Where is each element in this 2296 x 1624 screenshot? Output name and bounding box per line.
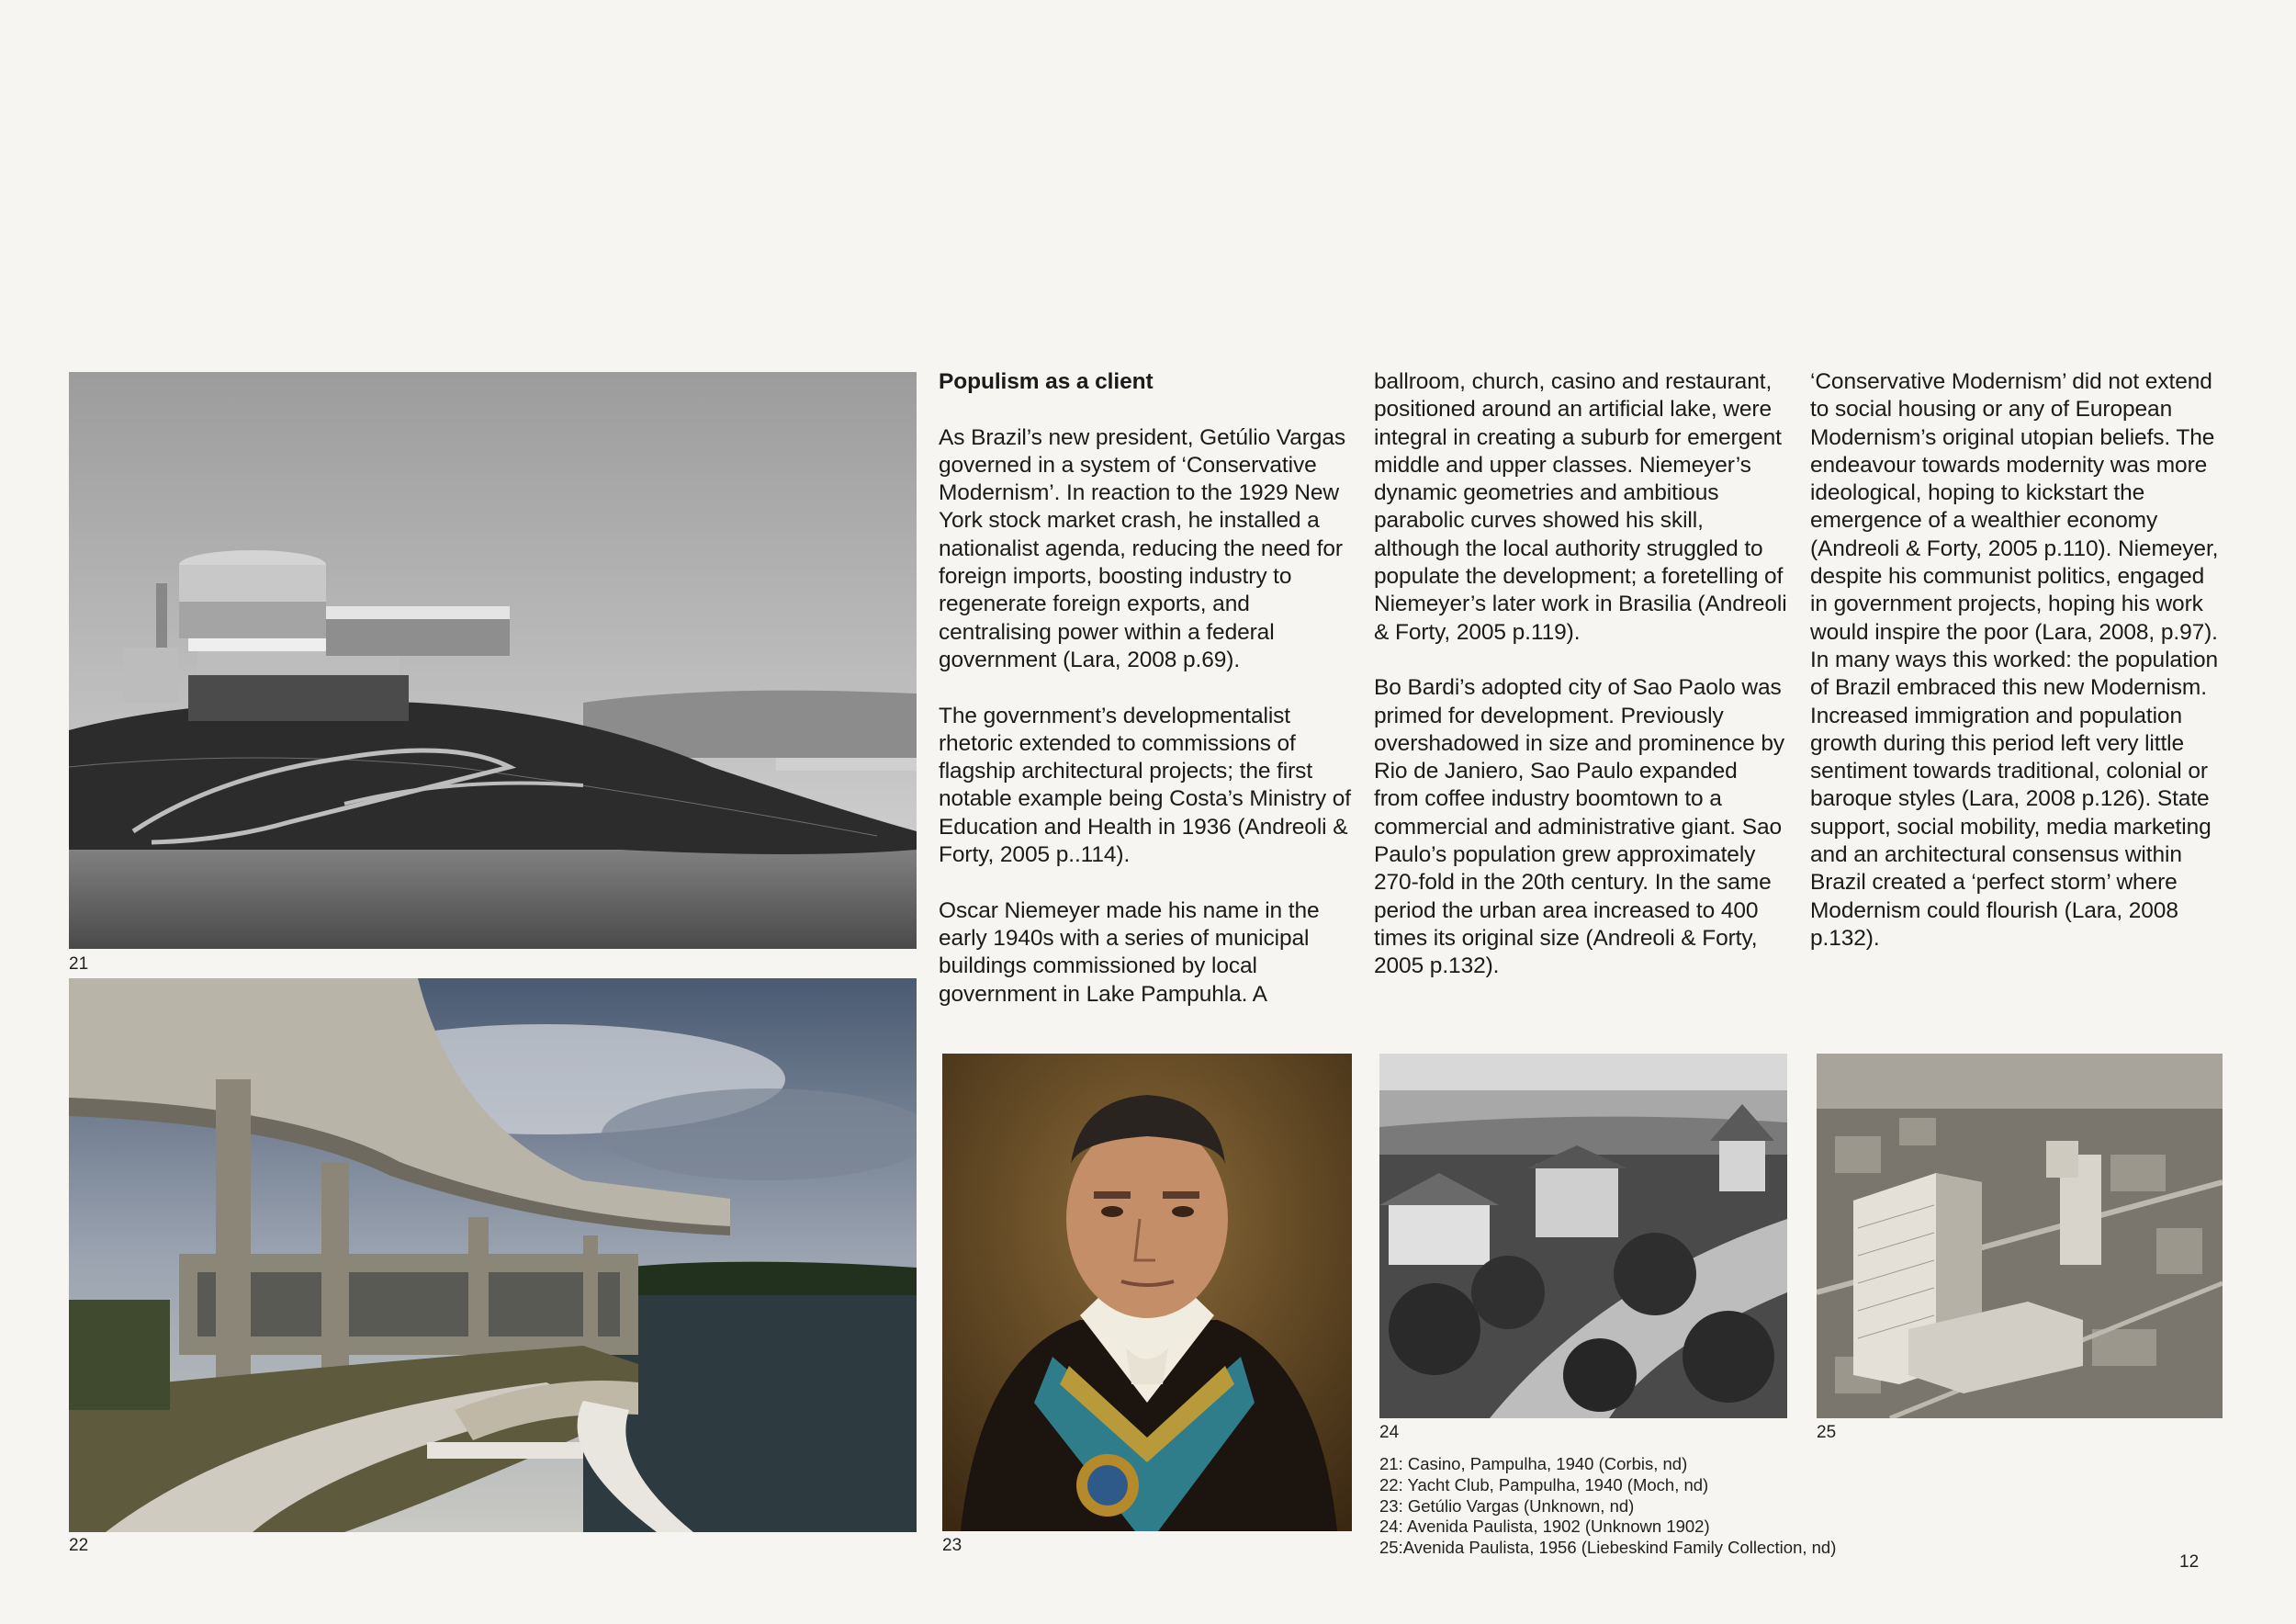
paragraph: As Brazil’s new president, Getúlio Vargas governed in a system of ‘Conservative Modernism’. In reaction to the 1929 New York stock market crash, he installed a nationalist agenda, reducing the need for foreign imports, boosting industry to regenerate foreign exports, and centralising power within a federal government (Lara, 2008 p.69).: [939, 424, 1346, 672]
photo-yacht-club-pampulha: [69, 978, 917, 1532]
paragraph: Bo Bardi’s adopted city of Sao Paolo was primed for development. Previously overshadowed in size and prominence by Rio de Janiero, Sao Paulo expanded from coffee industry boomtown to a commercial and administrative giant. Sao Paulo’s population grew approximately 270-fold in the 20th century. In the same period the urban area increased to 400 times its original size (Andreoli & Forty, 2005 p.132).: [1374, 675, 1784, 979]
paragraph: Oscar Niemeyer made his name in the early 1940s with a series of municipal buildings commissioned by local government in Lake Pampuhla. A: [939, 897, 1320, 1007]
figure-number-24: 24: [1379, 1423, 1400, 1442]
caption-25: 25:Avenida Paulista, 1956 (Liebeskind Family Collection, nd): [1379, 1538, 1837, 1558]
text-column-1: [939, 368, 1352, 1036]
text-column-3: [1810, 368, 2223, 981]
section-heading: Populism as a client: [939, 369, 1154, 394]
caption-23: 23: Getúlio Vargas (Unknown, nd): [1379, 1495, 1635, 1516]
caption-22: 22: Yacht Club, Pampulha, 1940 (Moch, nd): [1379, 1474, 1709, 1494]
photo-getulio-vargas-portrait: [942, 1054, 1352, 1531]
photo-casino-pampulha: [69, 372, 917, 949]
page-number: 12: [2179, 1552, 2200, 1572]
figure-captions: [1379, 1454, 1894, 1559]
caption-21: 21: Casino, Pampulha, 1940 (Corbis, nd): [1379, 1454, 1688, 1473]
paragraph: ‘Conservative Modernism’ did not extend to social housing or any of European Modernism’s original utopian beliefs. The endeavour towards modernity was more ideological, hoping to kickstart the emergence of a wealthier economy (Andreoli & Forty, 2005 p.110). Niemeyer, despite his communist politics, engaged in government projects, hoping his work would inspire the poor (Lara, 2008, p.97). In many ways this worked: the population of Brazil embraced this new Modernism. Increased immigration and population growth during this period left very little sentiment towards traditional, colonial or baroque styles (Lara, 2008 p.126). State support, social mobility, media marketing and an architectural consensus within Brazil created a ‘perfect storm’ where Modernism could flourish (Lara, 2008 p.132).: [1810, 369, 2219, 951]
figure-number-21: 21: [69, 954, 89, 974]
photo-avenida-paulista-1956: [1817, 1054, 2223, 1418]
figure-number-23: 23: [942, 1536, 962, 1555]
paragraph: ballroom, church, casino and restaurant, positioned around an artificial lake, were integral in creating a suburb for emergent middle and upper classes. Niemeyer’s dynamic geometries and ambitious parabolic curves showed his skill, although the local authority struggled to populate the development; a foretelling of Niemeyer’s later work in Brasilia (Andreoli & Forty, 2005 p.119).: [1374, 369, 1787, 645]
photo-avenida-paulista-1902: [1379, 1054, 1787, 1418]
figure-number-22: 22: [69, 1536, 89, 1555]
figure-number-25: 25: [1817, 1423, 1837, 1442]
paragraph: The government’s developmentalist rhetoric extended to commissions of flagship architectural projects; the first notable example being Costa’s Ministry of Education and Health in 1936 (Andreoli & Forty, 2005 p..114).: [939, 703, 1351, 868]
caption-24: 24: Avenida Paulista, 1902 (Unknown 1902): [1379, 1517, 1710, 1537]
text-column-2: [1374, 368, 1787, 1009]
